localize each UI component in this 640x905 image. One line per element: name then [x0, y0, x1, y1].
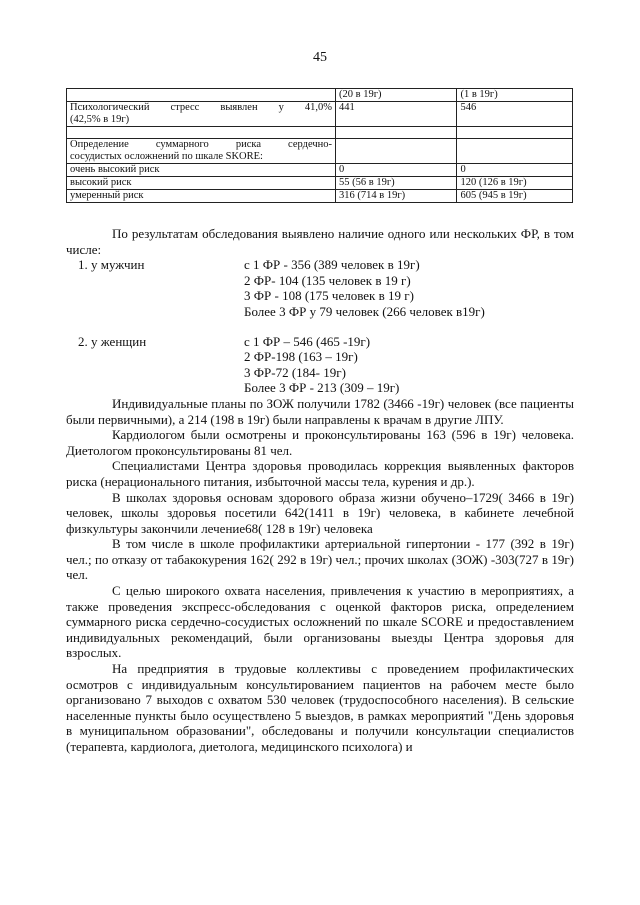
- risk-line: с 1 ФР – 546 (465 -19г): [244, 333, 371, 349]
- table-cell: [67, 89, 336, 102]
- table-cell: 546: [457, 102, 573, 127]
- paragraph: Индивидуальные планы по ЗОЖ получили 1782 (3466 -19г) человек (все пациенты были первичными), а 214 (198 в 19г) были направлены к врачам в другие ЛПУ.: [66, 395, 574, 427]
- cell-line: Определение суммарного риска сердечно-: [70, 139, 333, 150]
- table-cell: [336, 127, 457, 139]
- table-row: [67, 127, 573, 139]
- table-cell: 605 (945 в 19г): [457, 190, 573, 203]
- paragraph: На предприятия в трудовые коллективы с проведением профилактических осмотров с индивидуальным консультированием пациентов на рабочем месте было организовано 7 выходов с охватом 530 человек (трудоспособного населения). В сельские населенные пункты было осуществлено 5 выездов, в рамках мероприятий "День здоровья в муниципальном образовании", обследованы и получили консультации специалистов (терапевта, кардиолога, диетолога, медицинского психолога) и: [66, 661, 574, 754]
- cell-line: Психологический стресс выявлен у 41,0%: [70, 102, 333, 113]
- table-cell: 0: [336, 164, 457, 177]
- table-cell: (1 в 19г): [457, 89, 573, 102]
- table-cell: [67, 102, 336, 127]
- table-cell: [67, 139, 336, 164]
- risk-line: 3 ФР-72 (184- 19г): [244, 364, 346, 380]
- table-row: [67, 177, 573, 190]
- table-cell: [457, 139, 573, 164]
- risk-lines: [244, 334, 574, 396]
- table-cell: [67, 127, 336, 139]
- risk-table: [66, 88, 573, 203]
- paragraph: По результатам обследования выявлено наличие одного или нескольких ФР, в том числе:: [66, 226, 574, 257]
- risk-line: с 1 ФР - 356 (389 человек в 19г): [244, 257, 420, 273]
- risk-factors-men: [66, 257, 574, 319]
- table-cell: [336, 139, 457, 164]
- table-row: [67, 139, 573, 164]
- table-cell: умеренный риск: [67, 190, 336, 203]
- group-label: 1. у мужчин: [78, 257, 145, 273]
- risk-line: Более 3 ФР - 213 (309 – 19г): [244, 380, 400, 396]
- paragraph: В том числе в школе профилактики артериальной гипертонии - 177 (392 в 19г) чел.; по отказу от табакокурения 162( 292 в 19г) чел.; прочих школах (ЗОЖ) -303(727 в 19г) чел.: [66, 536, 574, 583]
- risk-lines: [244, 257, 574, 319]
- table-cell: высокий риск: [67, 177, 336, 190]
- table-row: [67, 102, 573, 127]
- risk-line: 2 ФР-198 (163 – 19г): [244, 349, 358, 365]
- body-text: [66, 226, 574, 755]
- risk-factors-women: [66, 334, 574, 396]
- risk-line: 2 ФР- 104 (135 человек в 19 г): [244, 272, 411, 288]
- table-cell: 0: [457, 164, 573, 177]
- paragraph: С целью широкого охвата населения, привлечения к участию в мероприятиях, а также проведения экспресс-обследования с оценкой факторов риска, определением суммарного риска сердечно-сосудистых осложнений по шкале SCORE и предоставлением индивидуальных рекомендаций, были организованы выезды Центра здоровья для взрослых.: [66, 583, 574, 661]
- table-cell: очень высокий риск: [67, 164, 336, 177]
- table-cell: [457, 127, 573, 139]
- table-row: [67, 190, 573, 203]
- table-cell: 55 (56 в 19г): [336, 177, 457, 190]
- group-label: 2. у женщин: [78, 333, 147, 349]
- paragraph: Специалистами Центра здоровья проводилась коррекция выявленных факторов риска (нерационального питания, избыточной массы тела, курения и др.).: [66, 458, 574, 489]
- cell-line: сосудистых осложнений по шкале SKORE:: [70, 151, 263, 162]
- risk-line: Более 3 ФР у 79 человек (266 человек в19г): [244, 303, 485, 319]
- risk-line: 3 ФР - 108 (175 человек в 19 г): [244, 288, 414, 304]
- table-cell: 120 (126 в 19г): [457, 177, 573, 190]
- page-number: 45: [313, 50, 327, 65]
- table-row: [67, 164, 573, 177]
- paragraph: Кардиологом были осмотрены и проконсультированы 163 (596 в 19г) человека. Диетологом проконсультированы 81 чел.: [66, 427, 574, 458]
- cell-line: (42,5% в 19г): [70, 114, 130, 125]
- table-cell: (20 в 19г): [336, 89, 457, 102]
- paragraph: В школах здоровья основам здорового образа жизни обучено–1729( 3466 в 19г) человек, школы здоровья посетили 642(1411 в 19г) человека, в кабинете лечебной физкультуры закончили лечение68( 128 в 19г) человека: [66, 489, 574, 536]
- table-row: [67, 89, 573, 102]
- table-cell: 316 (714 в 19г): [336, 190, 457, 203]
- table-cell: 441: [336, 102, 457, 127]
